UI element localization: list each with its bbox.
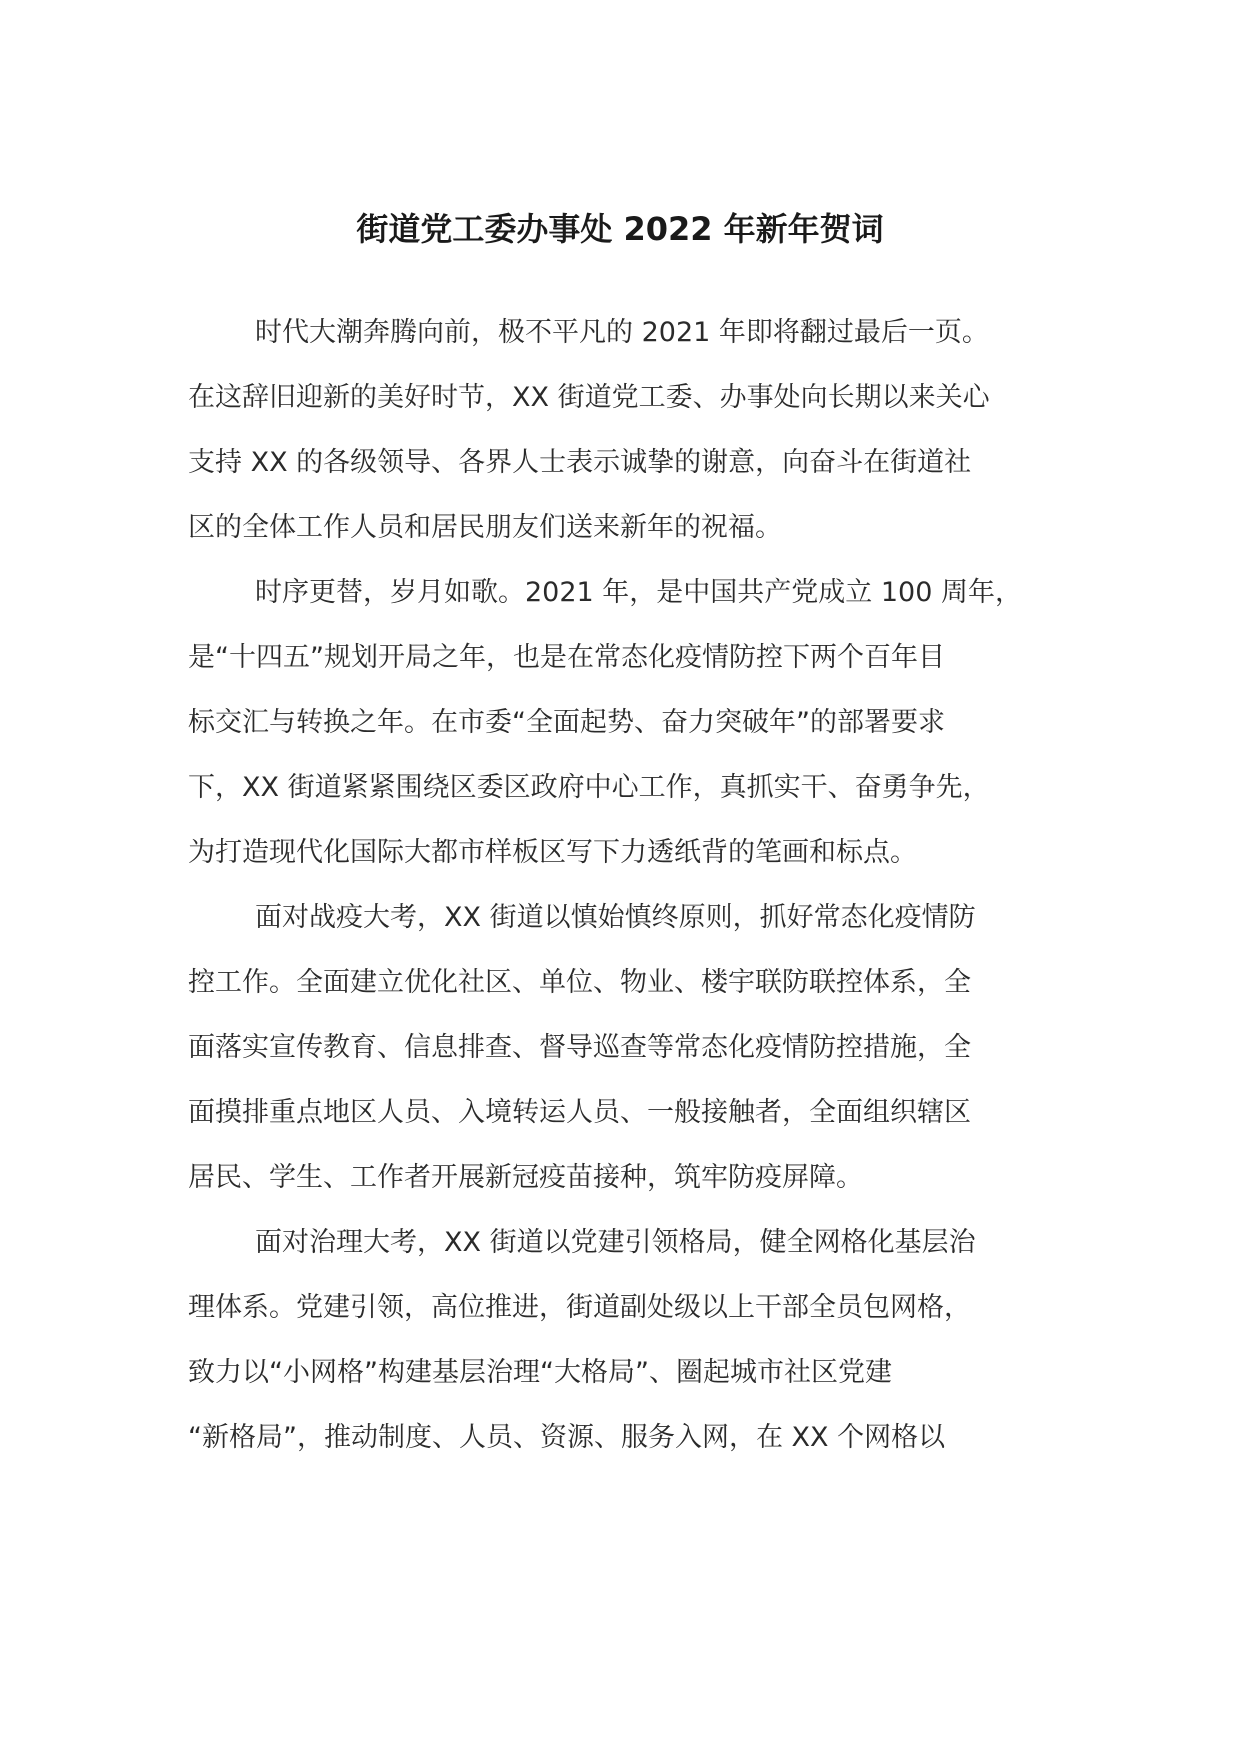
text-line: 面对战疫大考，XX 街道以慎始慎终原则，抓好常态化疫情防	[255, 902, 976, 933]
text-line: 控工作。全面建立优化社区、单位、物业、楼宇联防联控体系，全	[188, 967, 971, 998]
text-line: 居民、学生、工作者开展新冠疫苗接种，筑牢防疫屏障。	[188, 1162, 863, 1193]
text-line: 是“十四五”规划开局之年，也是在常态化疫情防控下两个百年目	[188, 642, 945, 673]
paragraph-3	[188, 885, 1078, 1210]
text-line: 标交汇与转换之年。在市委“全面起势、奋力突破年”的部署要求	[188, 707, 945, 738]
text-line: 时序更替，岁月如歌。2021 年，是中国共产党成立 100 周年，	[255, 577, 1022, 608]
text-line: 区的全体工作人员和居民朋友们送来新年的祝福。	[188, 512, 782, 543]
text-line: 下，XX 街道紧紧围绕区委区政府中心工作，真抓实干、奋勇争先，	[188, 772, 990, 803]
paragraph-1	[188, 300, 1078, 560]
text-line: 致力以“小网格”构建基层治理“大格局”、圈起城市社区党建	[188, 1357, 892, 1388]
paragraph-2	[188, 560, 1078, 885]
text-line: 时代大潮奔腾向前，极不平凡的 2021 年即将翻过最后一页。	[255, 317, 989, 348]
document-body	[188, 300, 1078, 1470]
text-line: 面落实宣传教育、信息排查、督导巡查等常态化疫情防控措施，全	[188, 1032, 971, 1063]
document-title: 街道党工委办事处 2022 年新年贺词	[356, 210, 884, 248]
paragraph-4	[188, 1210, 1078, 1470]
text-line: 面摸排重点地区人员、入境转运人员、一般接触者，全面组织辖区	[188, 1097, 971, 1128]
text-line: 面对治理大考，XX 街道以党建引领格局，健全网格化基层治	[255, 1227, 976, 1258]
text-line: 为打造现代化国际大都市样板区写下力透纸背的笔画和标点。	[188, 837, 917, 868]
text-line: 在这辞旧迎新的美好时节，XX 街道党工委、办事处向长期以来关心	[188, 382, 990, 413]
text-line: 理体系。党建引领，高位推进，街道副处级以上干部全员包网格，	[188, 1292, 971, 1323]
text-line: 支持 XX 的各级领导、各界人士表示诚挚的谢意，向奋斗在街道社	[188, 447, 972, 478]
text-line: “新格局”，推动制度、人员、资源、服务入网，在 XX 个网格以	[188, 1422, 946, 1453]
